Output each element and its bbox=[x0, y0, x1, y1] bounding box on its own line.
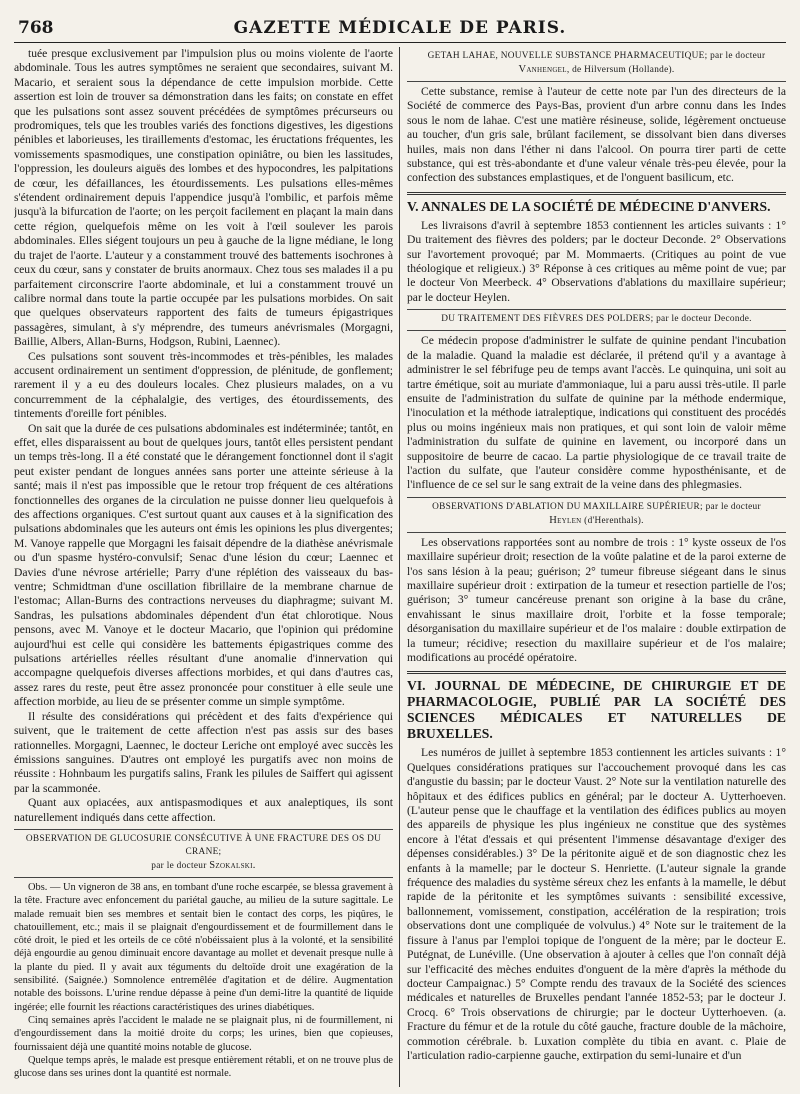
divider bbox=[407, 532, 786, 533]
paragraph: Ce médecin propose d'administrer le sulfate de quinine pendant l'incubation de la maladie. Quand la maladie est déclarée, il prétend qu'il y a avantage à administrer le sel fébrifuge peu de temps avant l'accès. Le quinquina, uni soit au tartre émétique, soit au muriate d'ammoniaque, lui a paru aussi très-utile. Il parle ensuite de l'administration du sulfate de quinine par la méthode endermique, l'inoculation et la méthode iatraleptique, indications qui constituent des procédés plus ou moins ingénieux mais non pratiques, et qui sont loin de valoir même l'administration du sulfate de quinine en lavement, ou incorporé dans un suppositoire de beurre de cacao. La partie physiologique de ce travail traite de l'action du sulfate, que l'auteur considère comme hyposthénisante, et de l'influence de ce sel sur le sang extrait de la veine dans des phlegmasies. bbox=[407, 334, 786, 492]
divider bbox=[14, 829, 393, 830]
page-number: 768 bbox=[18, 18, 54, 38]
section-divider bbox=[407, 192, 786, 195]
article-heading-title: OBSERVATION DE GLUCOSURIE CONSÉCUTIVE À UNE FRACTURE DES OS DU CRANE; bbox=[25, 833, 382, 857]
journal-title: GAZETTE MÉDICALE DE PARIS. bbox=[233, 18, 567, 38]
paragraph: Les numéros de juillet à septembre 1853 contiennent les articles suivants : 1° Quelques considérations pratiques sur l'accouchement provoqué dans les cas d'angustie du bassin; par le docteur Vaust. 2° Note sur la ventilation naturelle des hôpitaux et des édifices publics en général; par le docteur A. Uytterhoeven. (L'auteur pense que le chauffage et la ventilation des édifices publics au moyen des appareils de physique les plus ingénieux ne constitue que des systèmes encore à l'état d'essais et qui présentent l'immense désavantage d'exiger des dépenses considérables.) 3° De la péritonite aiguë et de son diagnostic chez les enfants à la mamelle; par le docteur S. Henriette. (L'auteur signale la grande fréquence des maladies du système séreux chez les enfants à la mamelle, le début rapide de la péritonite et les symptômes suivants : sensibilité excessive, ballonnement, vomissement, constipation, accélération de la respiration; trois observations dont une compliquée de volvulus.) 4° Note sur le traitement de la fissure à l'anus par l'emploi topique de l'onguent de la mère; par le docteur E. Putégnat, de Lunéville. (Une observation à ajouter à celles que l'on connaît déjà sur l'efficacité des mèches enduites d'onguent de la mère d'après la méthode du docteur Campaignac.) 5° Compte rendu des travaux de la Société des sciences médicales et naturelles de Bruxelles pendant l'année 1852-53; par le docteur J. Crocq. 6° Trois observations de chirurgie; par le docteur Uytterhoeven. (a. Fracture du fémur et de la rotule du côté gauche, fracture double de la mâchoire, commotion cérébrale. b. Luxation complète du tibia en avant. c. Plaie de l'articulation radio-carpienne gauche, extirpation du semi-lunaire et d'un bbox=[407, 746, 786, 1062]
paragraph: tuée presque exclusivement par l'impulsion plus ou moins violente de l'aorte abdominale. Tous les autres symptômes ne seraient que secondaires, suivant M. Macario, et seraient sous la dépendance de cette impulsion morbide. Cette assertion est loin de trouver sa démonstration dans les faits; on constate en effet que les pulsations sont assez souvent précédées de symptômes précurseurs ou prodromiques, tels que les troubles variés des fonctions digestives, les digestions pénibles et laborieuses, les tiraillements d'estomac, les éructations fréquentes, les vomissements spasmodiques, une constipation opiniâtre, ou bien les lassitudes, l'oppression, les douleurs aiguës des lombes et des hypocondres, les palpitations de cœur, les défaillances, les étourdissements. Les pulsations elles-mêmes s'étendent ordinairement depuis l'appendice jusqu'à l'ombilic, et parfois même jusqu'à la bifurcation de l'aorte; on les perçoit facilement en plaçant la main dans cette région, quelquefois même on les voit à l'œil soulever les parois abdominales. Elles siégent toujours un peu à gauche de la ligne médiane, le long du trajet de l'aorte. L'auteur y a constamment trouvé des battements isochrones à ceux du cœur, sans y constater de bruits anormaux. Chez tous ses malades il a pu parfaitement circonscrire l'aorte abdominale, et lui a constamment trouvé un calibre normal dans toute la partie occupée par les pulsations morbides. On sait que quelques observateurs rapportent des faits de tumeurs épigastriques passagères, simulant, à s'y méprendre, des tumeurs anévrismales (Morgagni, Baillie, Albers, Allan-Burns, Hodgson, Rubini, Laennec). bbox=[14, 47, 393, 349]
article-heading bbox=[407, 501, 786, 528]
article-author: Heylen bbox=[549, 514, 582, 526]
divider bbox=[407, 309, 786, 310]
divider bbox=[407, 81, 786, 82]
paragraph: Cette substance, remise à l'auteur de cette note par l'un des directeurs de la Société de commerce des Pays-Bas, provient d'un arbre connu dans les Indes sous le nom de lahae. C'est une matière résineuse, solide, légèrement onctueuse au toucher, d'un gris sale, brûlant facilement, se dissolvant bien dans diverses huiles, mais non dans l'éther ni dans l'alcool. On pourra tirer parti de cette substance, qui est très-abondante et d'une valeur vénale très-peu élevée, pour la confection des substances emplastiques, et de l'onguent basilicum, etc. bbox=[407, 85, 786, 185]
article-heading: DU TRAITEMENT DES FIÈVRES DES POLDERS; par le docteur Deconde. bbox=[441, 314, 752, 325]
article-heading-prefix: par le docteur bbox=[151, 860, 207, 871]
left-column bbox=[14, 47, 400, 1087]
article-place: , de Hilversum (Hollande). bbox=[566, 65, 675, 75]
article-heading-title: OBSERVATIONS D'ABLATION DU MAXILLAIRE SUPÉRIEUR; par le docteur bbox=[432, 501, 761, 512]
divider bbox=[14, 877, 393, 878]
section-title: V. ANNALES DE LA SOCIÉTÉ DE MÉDECINE D'ANVERS. bbox=[407, 198, 771, 214]
article-heading bbox=[407, 50, 786, 77]
paragraph: On sait que la durée de ces pulsations abdominales est indéterminée; tantôt, en effet, elles disparaissent au bout de quelques jours, tantôt elles persistent pendant un temps très-long. Il a été constaté que le dérangement fonctionnel dont il s'agit peut exister pendant de longues années sans porter une atteinte sérieuse à la santé; mais il n'est pas impossible que le retour trop fréquent de ces altérations fonctionnelles des organes de la circulation ne puisse donner lieu quelquefois à des affections organiques. C'est surtout quant aux causes et à la signification des pulsations abdominales que les auteurs ont émis les opinions les plus divergentes; M. Vanoye rappelle que Morgagni les faisait dépendre de la diathèse anévrismale ou d'un spasme hystéro-convulsif; Senac d'une lésion du cœur; Laennec et Davies d'une névrose artérielle; Parry d'une réplétion des vaisseaux du bas-ventre; Schmidtman d'une oscillation fibrillaire de la membrane charnue de l'estomac; Allan-Burns des contractions nerveuses du diaphragme; suivant M. Sandras, les pulsations abdominales dépendent d'un état chlorotique. Nous pensons, avec M. Vanoye et le docteur Macario, que l'opinion qui prédomine aujourd'hui est celle qui considère les battements épigastriques comme des pulsations artérielles réelles résultant d'une anomalie d'innervation qui accompagne quelquefois diverses affections morbides, et qui dans d'autres cas, assez rares du reste, peut être assez prononcée pour constituer à elle seule une affection morbide, au lieu de se présenter comme un simple symptôme. bbox=[14, 421, 393, 709]
paragraph: Quant aux opiacées, aux antispasmodiques et aux analeptiques, ils sont naturellement indiqués dans cette affection. bbox=[14, 796, 393, 824]
paragraph: Les observations rapportées sont au nombre de trois : 1° kyste osseux de l'os maxillaire supérieur droit; resection de la voûte palatine et de la paroi externe de l'os sans lésion à la peau; guérison; 2° tumeur fibreuse siégeant dans le sinus maxillaire supérieur droit : extirpation de la tumeur et resection partielle de l'os; guérison; 3° tumeur cancéreuse prenant son origine à la base du crâne, envahissant le sinus maxillaire droit, l'orbite et la fosse temporale; désorganisation du maxillaire supérieur et de l'os malaire : double extirpation de la tumeur; récidive; resection du maxillaire supérieur et de l'os malaire; modifications au procédé opératoire. bbox=[407, 535, 786, 664]
section-divider bbox=[407, 671, 786, 674]
running-header bbox=[14, 16, 786, 43]
article-author: Szokalski. bbox=[209, 859, 256, 871]
section-title: VI. JOURNAL DE MÉDECINE, DE CHIRURGIE ET DE PHARMACOLOGIE, PUBLIÉ PAR LA SOCIÉTÉ DES SCIENCES MÉDICALES ET NATURELLES DE BRUXELLES. bbox=[407, 678, 786, 742]
paragraph: Les livraisons d'avril à septembre 1853 contiennent les articles suivants : 1° Du traitement des fièvres des polders; par le docteur Deconde. 2° Observations sur l'avortement provoqué; par M. Mommaerts. (Critiques au point de vue théologique et religieux.) 3° Réponse à ces critiques au même point de vue; par le docteur Von Meerbeck. 4° Observations d'ablations du maxillaire supérieur; par le docteur Heylen. bbox=[407, 218, 786, 304]
divider bbox=[407, 330, 786, 331]
observation-paragraph: Quelque temps après, le malade est presque entièrement rétabli, et on ne trouve plus de glucose dans ses urines dont la quantité est normale. bbox=[14, 1054, 393, 1080]
article-place: (d'Herenthals). bbox=[581, 515, 644, 526]
two-column-body bbox=[14, 47, 786, 1087]
divider bbox=[407, 497, 786, 498]
article-heading-title: GETAH LAHAE, NOUVELLE SUBSTANCE PHARMACEUTIQUE; par le docteur bbox=[427, 51, 766, 61]
paragraph: Il résulte des considérations qui précèdent et des faits d'expérience qui suivent, que le traitement de cette affection n'est pas assis sur des bases rationnelles. Morgagni, Laennec, le docteur Leriche ont employé avec succès les émissions sanguines. D'autres ont employé les purgatifs avec non moins de réussite : Hohnbaum les purgatifs salins, Frank les pilules de Saiffert qui agissent par la scammonée. bbox=[14, 709, 393, 795]
observation-paragraph: Obs. — Un vigneron de 38 ans, en tombant d'une roche escarpée, se blessa gravement à la tête. Fracture avec enfoncement du pariétal gauche, au milieu de la suture sagittale. Le malade remuait bien ses membres et sentait bien le contact des corps, les piqûres, le chatouillement, etc.; mais il se plaignait d'engourdissement et de fourmillement dans le côté droit, le pied et les orteils de ce côté n'obéissaient plus à la volonté, et la sensibilité déjà engourdie au genou diminuait encore davantage au mollet et devenait presque nulle à la plante du pied. Il y avait aux téguments du deltoïde droit une exagération de la sensibilité. (Saignée.) Somnolence entremêlée d'agitation et de délire. Augmentation notable des boissons. L'urine rendue dépasse à peine d'un demi-litre la quantité de liquide ingérée; elle fournit les réactions caractéristiques des urines diabétiques. bbox=[14, 881, 393, 1013]
article-heading bbox=[14, 833, 393, 873]
article-author: Vanhengel bbox=[518, 64, 567, 75]
observation-paragraph: Cinq semaines après l'accident le malade ne se plaignait plus, ni de fourmillement, ni d'engourdissement dans la moitié droite du corps; les urines, bien que copieuses, fournissaient déjà une quantité moins notable de glucose. bbox=[14, 1014, 393, 1053]
paragraph: Ces pulsations sont souvent très-incommodes et très-pénibles, les malades accusent ordinairement un sentiment d'oppression, de plénitude, de gonflement; rarement il y a eu des douleurs locales. Chez plusieurs malades, on a vu concurremment de la céphalalgie, des vertiges, des étourdissements, des tintements d'oreille fort pénibles. bbox=[14, 349, 393, 421]
right-column bbox=[400, 47, 786, 1087]
